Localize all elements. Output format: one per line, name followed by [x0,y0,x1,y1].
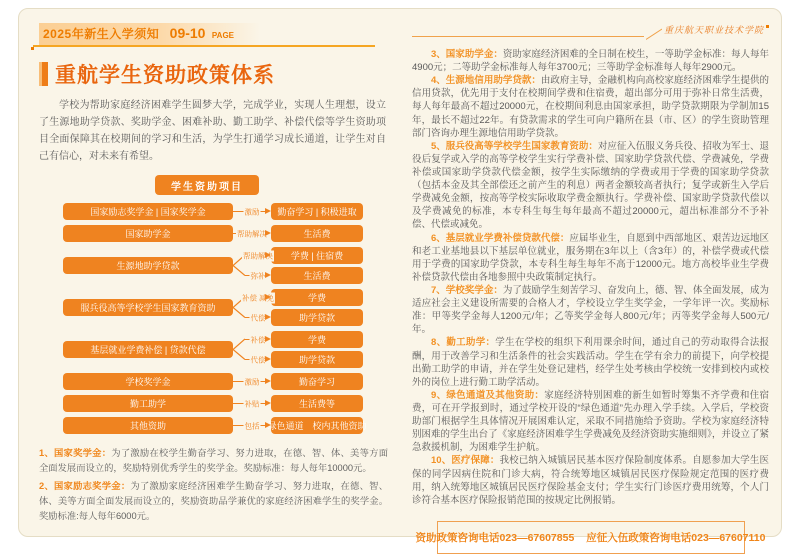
dot-icon [766,25,769,28]
left-page [19,9,400,536]
section-label: 9、绿色通道及其他资助： [431,389,545,401]
connector [233,395,271,412]
connector [233,225,271,242]
connector-label: 激励 [244,207,260,216]
connector-label: 帮助解决 [243,251,273,260]
policy-sections [412,48,769,507]
aid-policy-phone: 资助政策咨询电话023—67607855 [415,531,575,544]
connector-label: 激励 [244,377,260,386]
fork-lines-icon [233,331,245,368]
section-label: 6、基层就业学费补偿贷款代偿： [431,232,570,244]
right-page-header [412,23,769,40]
section-label: 8、勤工助学： [431,337,496,349]
footnote-text: 为了激励家庭经济困难学生勤奋学习、努力进取，在德、智、体、美等方面全面发展而设立的，奖励资助品学兼优的家庭经济困难学生的奖学金。奖励标准:每人每年6000元。 [39,480,388,521]
section-text: 为了鼓励学生刻苦学习、奋发向上，德、智、体全面发展，成为适应社会主义建设所需要的合格人才，学校设立学生奖学金，一学年评一次。奖励标准：甲等奖学金每人1200元/年；乙等奖学金每人800元/年；丙等奖学金每人500元/年。 [412,284,769,336]
section-label: 3、国家助学金： [431,49,503,60]
section-text: 我校已纳入城镇居民基本医疗保险制度体系。自愿参加大学生医保的同学因病住院和门诊大病，符合统筹地区城镇居民医疗保险规定范围的医疗费用，纳入统筹地区城镇居民医疗保险基金支付；学生实行门诊医疗费用统筹，个人门诊符合基本医疗保险报销范围的按规定比例报销。 [412,455,769,506]
aid-target-box: 生活费 [271,267,363,284]
diagram-group [63,247,363,284]
connector [245,309,271,326]
connector-label: 补贴 [244,399,260,408]
right-page [400,9,781,544]
diagram-group [63,225,363,242]
title-bar-icon [39,62,48,86]
section-title-block [39,59,388,89]
connector-label: 补偿 减免 [241,293,275,302]
booklet-title: 2025年新生入学须知 [43,27,160,41]
connector [245,247,271,264]
header-highlight-band [39,23,260,45]
diagram-group [63,373,363,390]
policy-section [412,336,769,388]
aid-item-box: 生源地助学贷款 [63,257,233,274]
aid-item-box: 服兵役高等学校学生国家教育资助 [63,299,233,316]
aid-item-box: 勤工助学 [63,395,233,412]
section-text: 学生在学校的组织下利用课余时间，通过自己的劳动取得合法报酬，用于改善学习和生活条件的社会实践活动。学生在学有余力的前提下，向学校提出勤工助学的申请，并在学生处登记建档，经学生处考核由学校统一安排到校内或校外的岗位上进行勤工助学活动。 [412,337,769,388]
policy-section [412,74,769,140]
header-rule-line [412,36,644,37]
diagram-title-box: 学生资助项目 [155,175,259,195]
diagram-group [63,203,363,220]
section-text: 对应征入伍服义务兵役、招收为军士、退役后复学或入学的高等学校学生实行学费补偿、国家助学贷款代偿、学费减免，学费补偿或国家助学贷款代偿金额，按学生实际缴纳的学费或用于学费的国家助学贷款（包括本金及其全部偿还之前产生的利息）两者金额较高者执行；复学或新生入学后学费减免金额，按高等学校实际收取学费金额执行。学费补偿、国家助学贷款代偿以及学费减免的标准，本专科生每生每年最高不超过20000元，超出标准部分不予补偿、代偿或减免。 [412,140,769,231]
footnotes [39,446,388,523]
connector [245,331,271,348]
intro-paragraph: 学校为帮助家庭经济困难学生圆梦大学，完成学业，实现人生理想，设立了生源地助学贷款、奖助学金、困难补助、勤工助学、补偿代偿等学生资助项目全面保障其在校期间的学习和生活，为学生打通学习成长通道，让学生对自己有信心，对未来有希望。 [39,100,386,162]
connector [233,203,271,220]
aid-item-box: 学校奖学金 [63,373,233,390]
diagram-group [63,417,367,434]
aid-target-box: 助学贷款 [271,309,363,326]
aid-target-box: 绿色通道 校内其他资助 [271,417,363,434]
section-text: 家庭经济特别困难的新生如暂时筹集不齐学费和住宿费，可在开学报到时，通过学校开设的“绿色通道”先办理入学手续。入学后，学校资助部门根据学生具体情况开展困难认定，采取不同措施给予资助。学校为家庭经济特别困难的学生出台了《家庭经济困难学生学费减免及经济资助实施细则》，并设立了紧急救援机制，为困难学生护航。 [412,389,769,454]
connector [241,289,275,306]
connector [245,267,271,284]
header-rule-line [33,45,375,47]
aid-target-box: 助学贷款 [271,351,363,368]
section-text: 资助家庭经济困难的全日制在校生，一等助学金标准：每人每年4900元；二等助学金标准每人每年3700元；三等助学金标准每人每年2900元。 [412,49,769,74]
aid-target-box: 学费 [271,331,363,348]
diagram-group [63,395,363,412]
school-name-script: 重庆航天职业技术学院 [663,25,764,35]
policy-section [412,389,769,455]
connector [245,351,271,368]
booklet-spread [18,8,782,544]
footnote-item [39,446,388,476]
footnote-label: 2、国家励志奖学金： [39,480,131,491]
section-label: 5、服兵役高等学校学生国家教育资助： [431,140,598,152]
section-text: 应届毕业生，自愿到中西部地区、艰苦边远地区和老工业基地县以下基层单位就业，服务期在3年以上（含3年）的，补偿学费或代偿用于学费的国家助学贷款，本专科生每生每年不高于12000元。地方高校毕业生学费补偿贷款代偿由各地参照中央政策制定执行。 [412,232,769,283]
dot-icon [31,47,34,50]
connector [233,373,271,390]
page-word: PAGE [211,31,234,40]
connector-label: 代偿 [250,355,266,364]
footnote-item [39,479,388,524]
footnote-text: 为了激励在校学生勤奋学习、努力进取，在德、智、体、美等方面全面发展而设立的，奖励特别优秀学生的奖学金。奖励标准：每人每年10000元。 [39,448,388,473]
aid-item-box: 其他资助 [63,417,233,434]
section-label: 7、学校奖学金： [431,284,503,296]
connector-label: 包括 [244,421,260,430]
aid-target-box: 勤奋学习 | 积极进取 [271,203,363,220]
section-label: 10、医疗保障： [431,455,500,467]
aid-target-box: 学费 [271,289,363,306]
connector-label: 弥补 [250,271,266,280]
policy-section [412,454,769,506]
diagram-group [63,289,363,326]
section-text: 由政府主导，金融机构向高校家庭经济困难学生提供的信用贷款，优先用于支付在校期间学费和住宿费，超出部分可用于弥补日常生活费，每人每年最高不超过20000元，在校期间利息由国家承担，助学贷款期限为学制加15年，最长不超过22年。有贷款需求的学生可向户籍所在县（市、区）的学生资助管理部门咨询办理生源地信用助学贷款。 [412,75,769,139]
policy-section [412,48,769,74]
aid-item-box: 国家助学金 [63,225,233,242]
page-header [39,23,388,45]
contact-phone-box [415,521,766,554]
aid-target-box: 生活费 [271,225,363,242]
policy-section [412,284,769,336]
enlist-policy-phone: 应征入伍政策咨询电话023—67607110 [586,531,766,544]
policy-section [412,232,769,284]
page-number: 09-10 [169,25,206,41]
aid-item-box: 国家励志奖学金 | 国家奖学金 [63,203,233,220]
footnote-label: 1、国家奖学金： [39,448,112,458]
slant-line-icon [646,28,662,40]
policy-section [412,140,769,232]
page-title: 重航学生资助政策体系 [55,63,275,87]
diagram-group [63,331,363,368]
aid-target-box: 勤奋学习 [271,373,363,390]
connector-label: 代偿 [250,313,266,322]
aid-item-box: 基层就业学费补偿 | 贷款代偿 [63,341,233,358]
aid-target-box: 生活费等 [271,395,363,412]
connector [233,417,271,434]
connector-label: 帮助解决 [237,229,267,238]
connector-label: 补偿 [250,335,266,344]
section-label: 4、生源地信用助学贷款： [431,75,541,87]
aid-program-diagram [63,175,367,434]
aid-target-box: 学费 | 住宿费 [271,247,363,264]
